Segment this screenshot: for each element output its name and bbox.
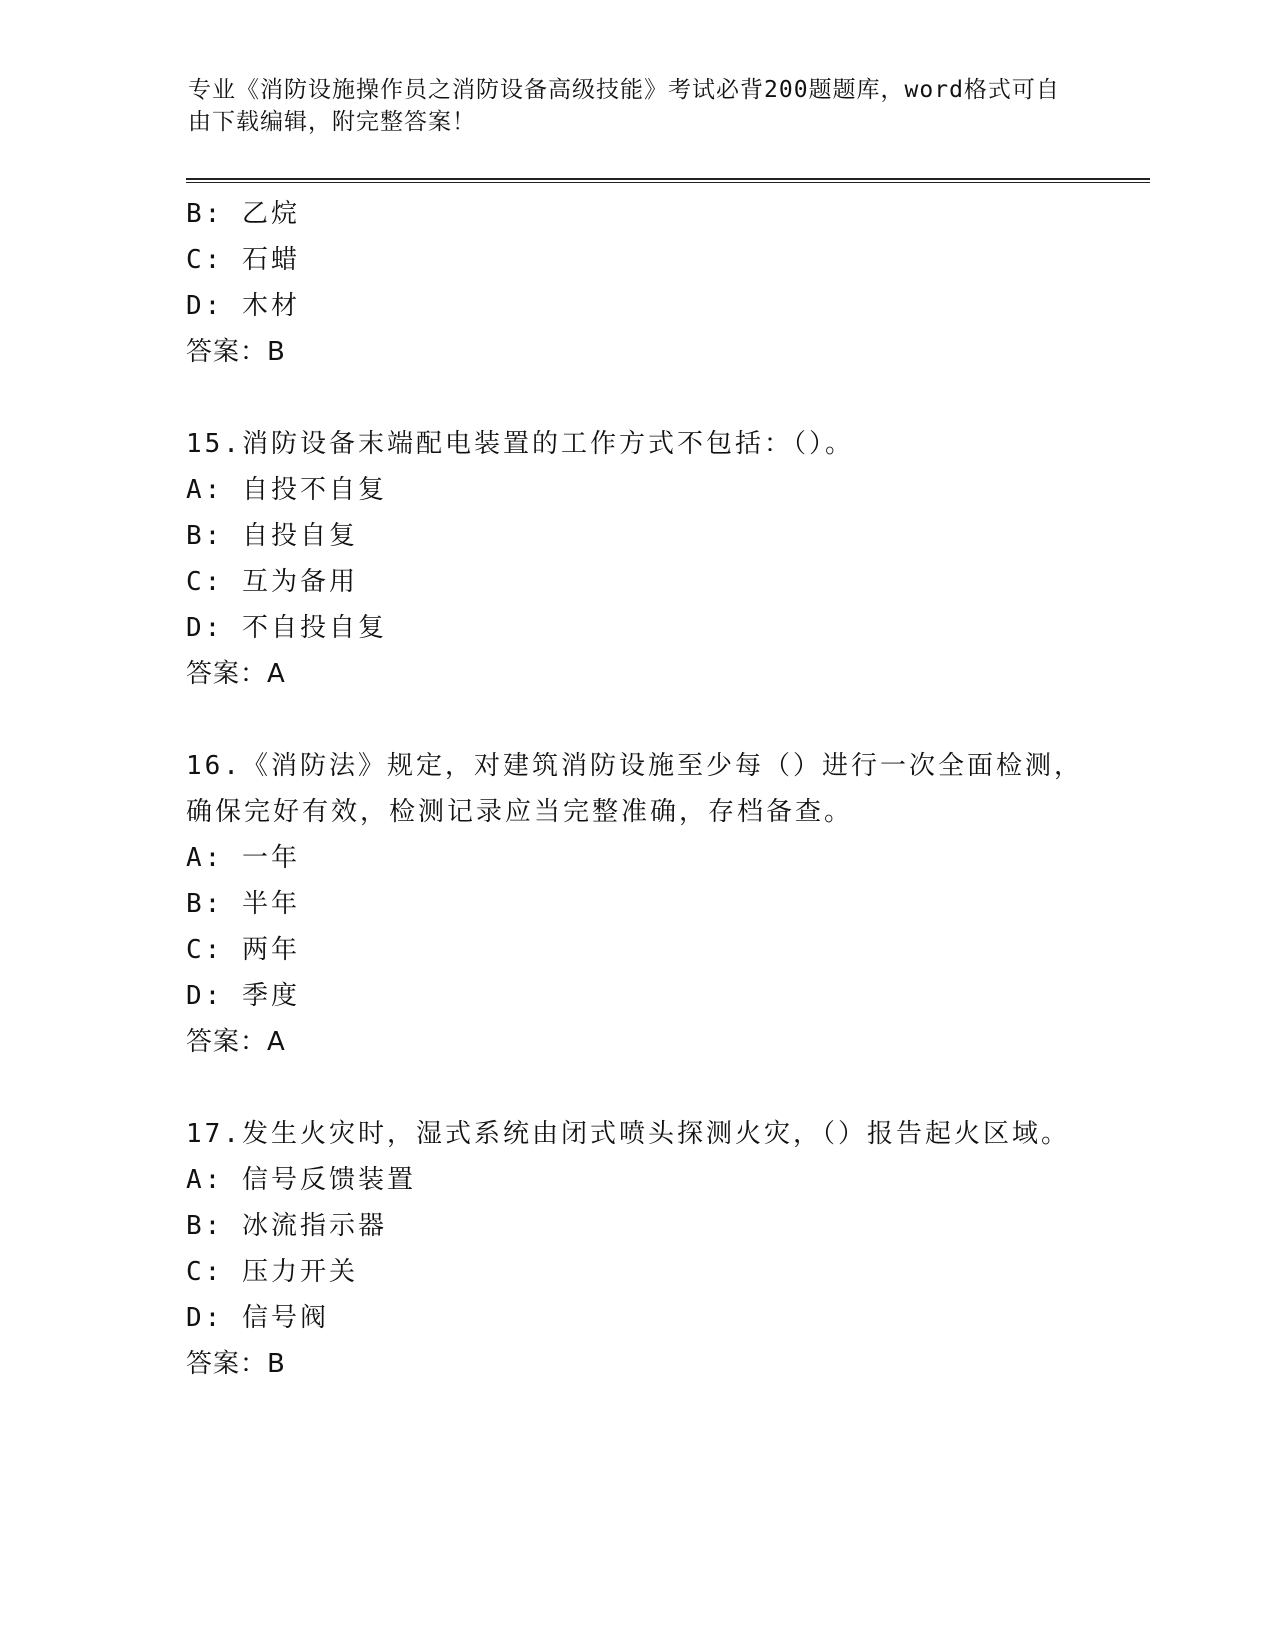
- question-list: [186, 191, 1106, 1387]
- option-b: B: 半年: [186, 889, 300, 919]
- option-d: D: 不自投自复: [186, 613, 387, 643]
- header-divider: [186, 178, 1150, 183]
- option-d: D: 季度: [186, 981, 300, 1011]
- option-c: C: 压力开关: [186, 1257, 358, 1287]
- question-spacer: [186, 697, 1106, 743]
- option-d: D: 信号阀: [186, 1303, 329, 1333]
- option-a: A: 自投不自复: [186, 475, 387, 505]
- option-c: C: 石蜡: [186, 245, 300, 275]
- question-spacer: [186, 375, 1106, 421]
- answer-line: 答案：B: [186, 1349, 286, 1379]
- option-a: A: 信号反馈装置: [186, 1165, 416, 1195]
- option-d: D: 木材: [186, 291, 300, 321]
- option-c: C: 互为备用: [186, 567, 358, 597]
- question-text: 16.《消防法》规定，对建筑消防设施至少每（）进行一次全面检测，确保完好有效，检测记录应当完整准确，存档备查。: [186, 751, 1083, 827]
- question-16: [186, 743, 1106, 1065]
- option-b: B: 自投自复: [186, 521, 358, 551]
- option-c: C: 两年: [186, 935, 300, 965]
- document-header: 专业《消防设施操作员之消防设备高级技能》考试必背200题题库，word格式可自由下载编辑，附完整答案！: [188, 77, 1060, 135]
- answer-line: 答案：B: [186, 337, 286, 367]
- question-text: 17.发生火灾时，湿式系统由闭式喷头探测火灾，（）报告起火区域。: [186, 1119, 1070, 1149]
- question-15: [186, 421, 1106, 697]
- answer-line: 答案：A: [186, 659, 286, 689]
- question-spacer: [186, 1065, 1106, 1111]
- answer-line: 答案：A: [186, 1027, 286, 1057]
- question-text: 15.消防设备末端配电装置的工作方式不包括：（）。: [186, 429, 854, 459]
- question-17: [186, 1111, 1106, 1387]
- option-b: B: 冰流指示器: [186, 1211, 387, 1241]
- option-a: A: 一年: [186, 843, 300, 873]
- question-14: [186, 191, 1106, 375]
- option-b: B: 乙烷: [186, 199, 300, 229]
